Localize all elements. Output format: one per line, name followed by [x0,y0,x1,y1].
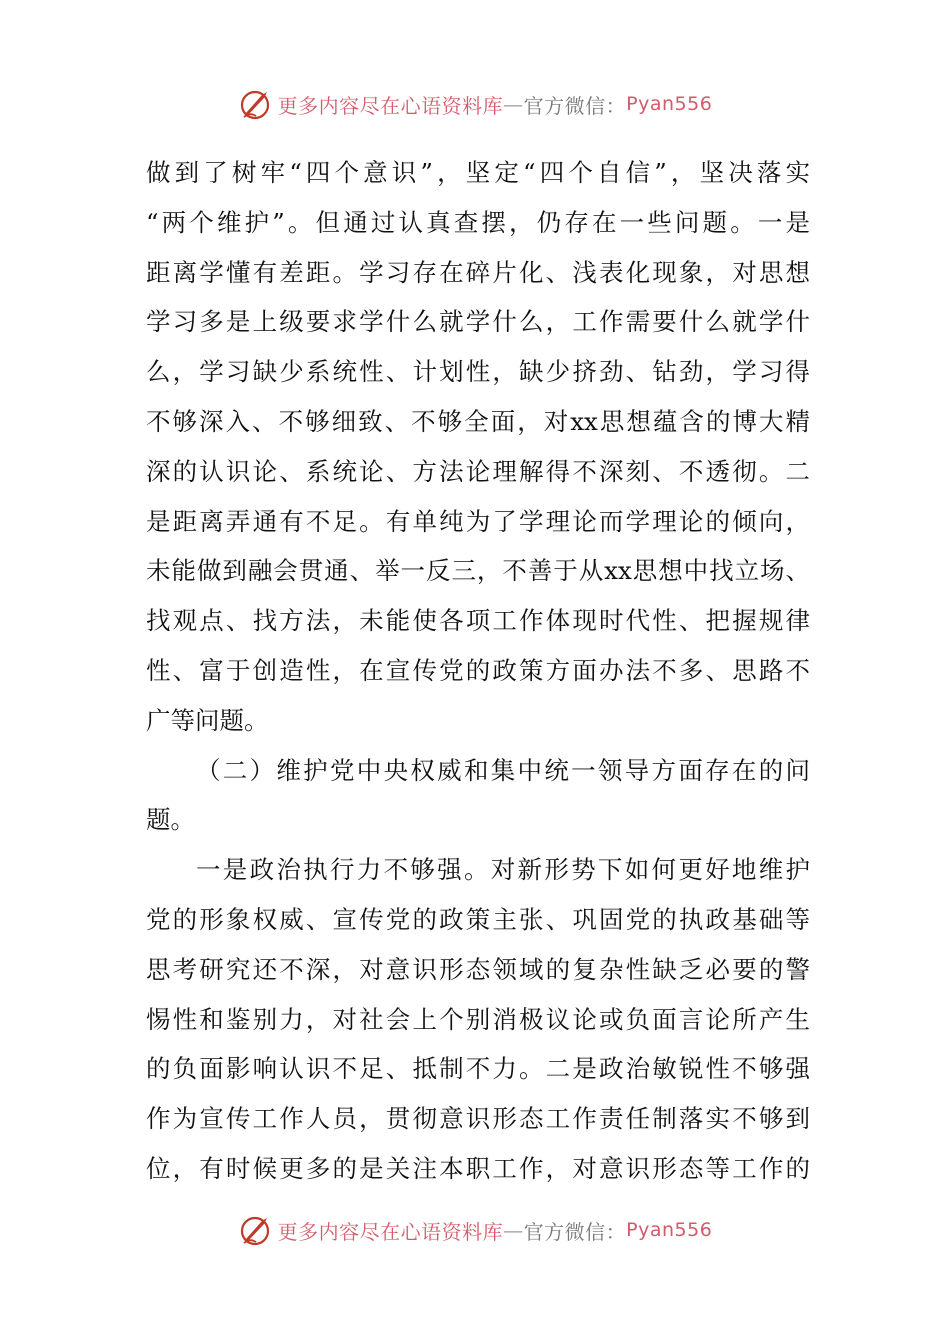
text-line: 性、富于创造性，在宣传党的政策方面办法不多、思路不 [146,655,810,685]
text-line: 做到了树牢“四个意识”，坚定“四个自信”，坚决落实 [146,158,810,187]
text-line: 未能做到融会贯通、举一反三，不善于从xx思想中找立场、 [146,556,810,586]
banner-site-text: 更多内容尽在心语资料库 [277,93,504,118]
section-heading: （二）维护党中央权威和集中统一领导方面存在的问 [196,755,810,785]
text-line: 的负面影响认识不足、抵制不力。二是政治敏锐性不够强 [146,1054,810,1084]
pen-logo-icon [238,1212,274,1248]
text-line: “两个维护”。但通过认真查摆，仍存在一些问题。一是 [146,207,810,237]
text-line: 作为宣传工作人员，贯彻意识形态工作责任制落实不够到 [146,1104,810,1134]
text-line: 找观点、找方法，未能使各项工作体现时代性、把握规律 [146,606,810,636]
document-body [146,148,810,1194]
banner-wechat-id: Pyan556 [626,93,713,115]
banner-dash: — [503,92,524,116]
banner-site-text: 更多内容尽在心语资料库 [277,1219,504,1244]
text-line: 学习多是上级要求学什么就学什么，工作需要什么就学什 [146,307,810,337]
text-line: 是距离弄通有不足。有单纯为了学理论而学理论的倾向， [146,506,810,536]
banner-wechat-id: Pyan556 [626,1219,713,1241]
text-line: 党的形象权威、宣传党的政策主张、巩固党的执政基础等 [146,904,810,934]
pen-logo-icon [238,86,274,122]
text-line: 深的认识论、系统论、方法论理解得不深刻、不透彻。二 [146,456,810,486]
banner-dash: — [503,1218,524,1242]
text-line: 位，有时候更多的是关注本职工作，对意识形态等工作的 [146,1153,810,1183]
text-line: 广等问题。 [146,705,269,735]
text-line: 么，学习缺少系统性、计划性，缺少挤劲、钻劲，学习得 [146,357,810,387]
banner-wechat-label: 官方微信： [523,1219,627,1244]
text-line: 不够深入、不够细致、不够全面，对xx思想蕴含的博大精 [146,406,810,436]
section-heading-cont: 题。 [146,805,195,835]
header-banner [0,84,950,124]
banner-wechat-label: 官方微信： [523,93,627,118]
text-line: 距离学懂有差距。学习存在碎片化、浅表化现象，对思想 [146,257,810,287]
text-line: 惕性和鉴别力，对社会上个别消极议论或负面言论所产生 [146,1004,810,1034]
text-line: 思考研究还不深，对意识形态领域的复杂性缺乏必要的警 [146,954,810,984]
text-line: 一是政治执行力不够强。对新形势下如何更好地维护 [196,855,810,885]
footer-banner [0,1210,950,1250]
